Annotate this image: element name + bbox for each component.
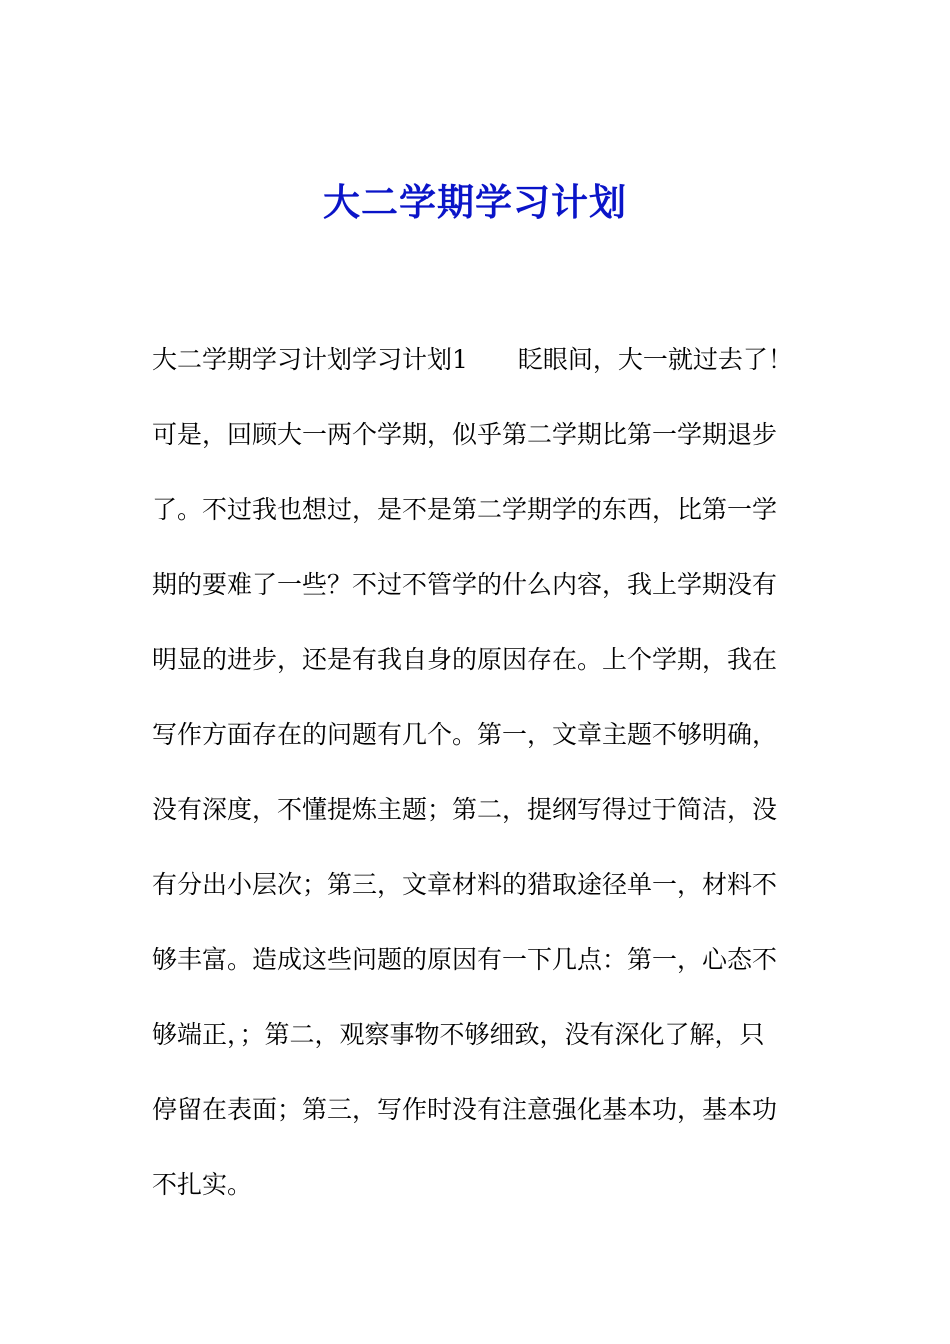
body-line: 了。不过我也想过，是不是第二学期学的东西，比第一学 [152,495,778,524]
body-line: 够端正，；第二，观察事物不够细致，没有深化了解，只 [152,1020,765,1049]
document-title: 大二学期学习计划 [323,180,627,224]
body-line: 大二学期学习计划学习计划1 眨眼间，大一就过去了！ [152,345,793,374]
body-line: 没有深度，不懂提炼主题；第二，提纲写得过于简洁，没 [152,795,778,824]
body-line: 有分出小层次；第三，文章材料的猎取途径单一，材料不 [152,870,778,899]
body-line: 期的要难了一些？不过不管学的什么内容，我上学期没有 [152,570,778,599]
body-line: 不扎实。 [152,1170,253,1199]
body-line: 写作方面存在的问题有几个。第一，文章主题不够明确， [152,720,778,749]
body-line: 停留在表面；第三，写作时没有注意强化基本功，基本功 [152,1095,778,1124]
body-line: 可是，回顾大一两个学期，似乎第二学期比第一学期退步 [152,420,778,449]
body-line: 明显的进步，还是有我自身的原因存在。上个学期，我在 [152,645,778,674]
body-line: 够丰富。造成这些问题的原因有一下几点：第一，心态不 [152,945,778,974]
